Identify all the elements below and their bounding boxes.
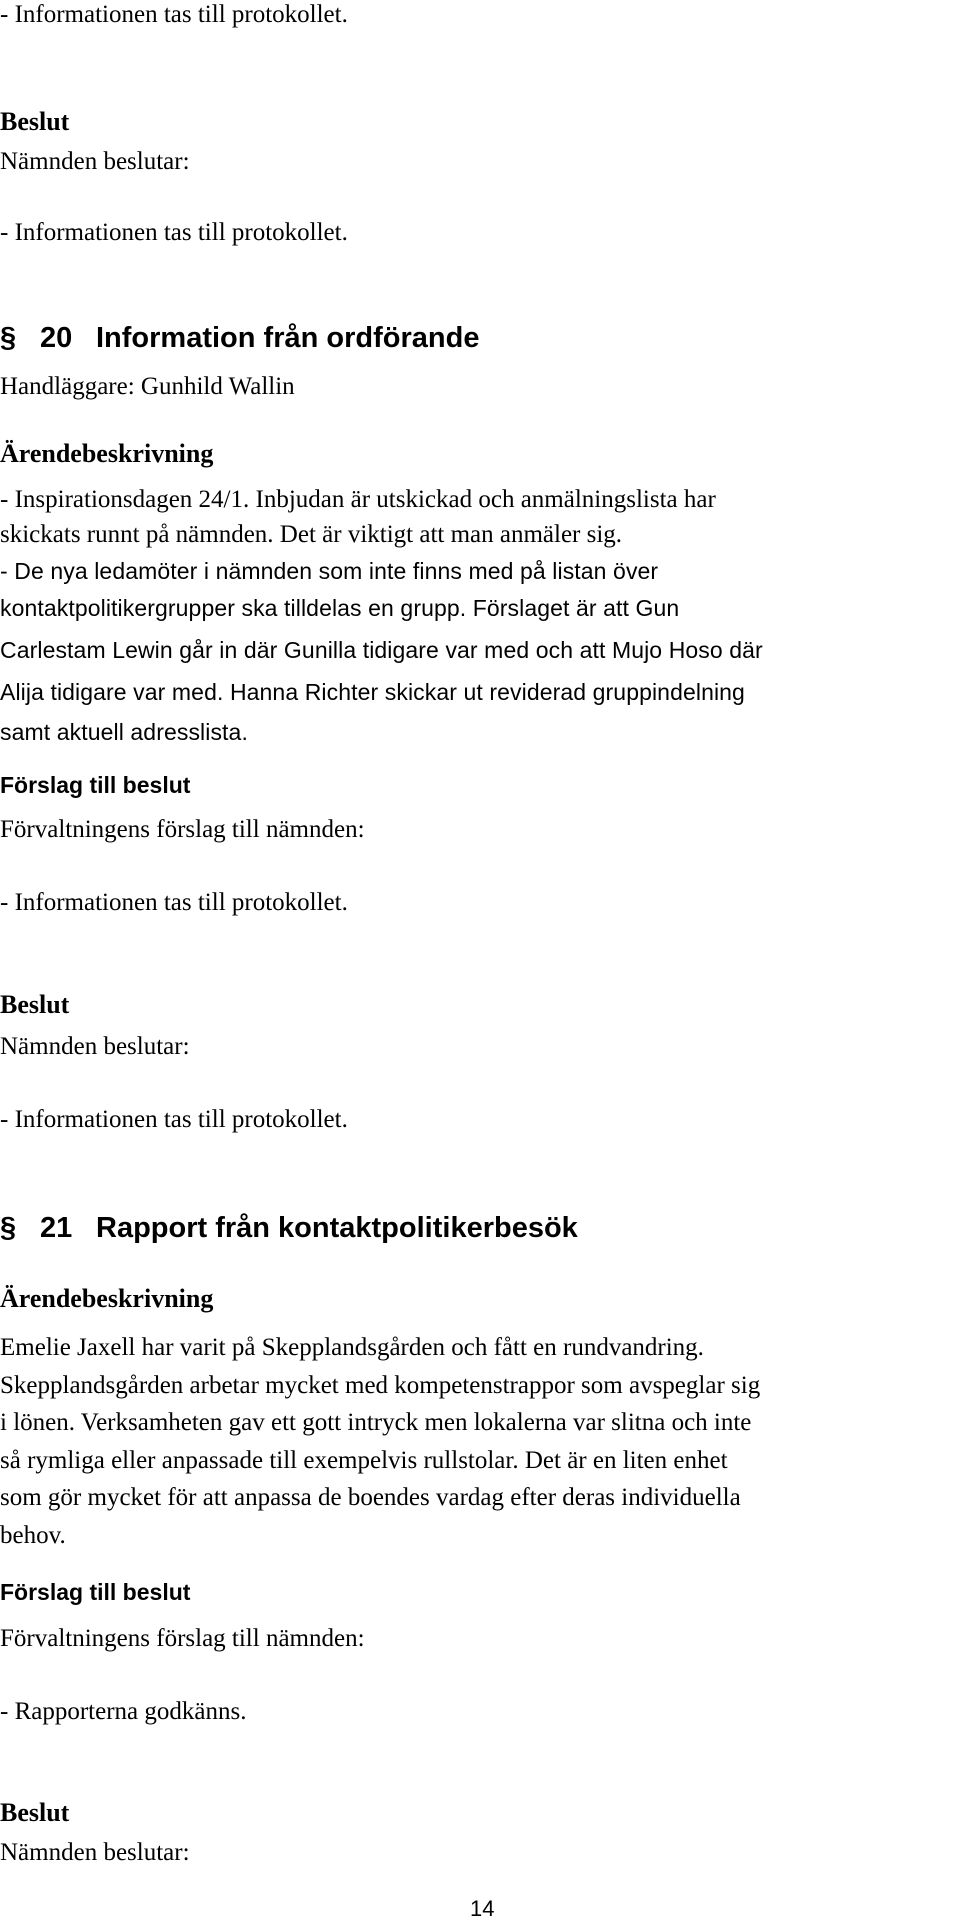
beslut-heading: Beslut	[0, 107, 70, 136]
decision-intro: Nämnden beslutar:	[0, 148, 190, 175]
section-number: 20	[40, 322, 73, 354]
body-line: så rymliga eller anpassade till exempelvis rullstolar. Det är en liten enhet	[0, 1447, 728, 1474]
decision-text: - Informationen tas till protokollet.	[0, 889, 348, 916]
section-title: Rapport från kontaktpolitikerbesök	[96, 1212, 578, 1244]
section-heading-21	[0, 1210, 578, 1246]
forslag-heading: Förslag till beslut	[0, 772, 191, 798]
decision-intro: Nämnden beslutar:	[0, 1839, 190, 1866]
body-line: i lönen. Verksamheten gav ett gott intryck men lokalerna var slitna och inte	[0, 1409, 752, 1436]
body-line: Skepplandsgården arbetar mycket med kompetenstrappor som avspeglar sig	[0, 1372, 761, 1399]
decision-text: - Informationen tas till protokollet.	[0, 219, 348, 246]
body-line: - De nya ledamöter i nämnden som inte finns med på listan över	[0, 558, 659, 584]
section-number: 21	[40, 1212, 73, 1244]
beslut-heading: Beslut	[0, 990, 70, 1019]
decision-intro: Nämnden beslutar:	[0, 1033, 190, 1060]
body-line: behov.	[0, 1522, 66, 1549]
page-number: 14	[470, 1896, 495, 1921]
forvaltning-line: Förvaltningens förslag till nämnden:	[0, 1625, 365, 1652]
section-sign: §	[0, 322, 17, 354]
forslag-heading: Förslag till beslut	[0, 1579, 191, 1605]
section-sign: §	[0, 1212, 17, 1244]
body-line: skickats runnt på nämnden. Det är viktigt att man anmäler sig.	[0, 521, 623, 548]
body-line: Carlestam Lewin går in där Gunilla tidigare var med och att Mujo Hoso där	[0, 637, 763, 663]
decision-text: - Informationen tas till protokollet.	[0, 1, 348, 28]
body-line: kontaktpolitikergrupper ska tilldelas en grupp. Förslaget är att Gun	[0, 595, 680, 621]
handlaggare-line: Handläggare: Gunhild Wallin	[0, 373, 295, 400]
arendebeskrivning-heading: Ärendebeskrivning	[0, 439, 214, 468]
section-heading-20	[0, 320, 479, 356]
body-line: - Inspirationsdagen 24/1. Inbjudan är utskickad och anmälningslista har	[0, 486, 716, 513]
body-line: Alija tidigare var med. Hanna Richter skickar ut reviderad gruppindelning	[0, 679, 745, 705]
section-title: Information från ordförande	[96, 322, 480, 354]
body-line: Emelie Jaxell har varit på Skepplandsgården och fått en rundvandring.	[0, 1334, 704, 1361]
body-line: samt aktuell adresslista.	[0, 719, 248, 745]
body-line: som gör mycket för att anpassa de boendes vardag efter deras individuella	[0, 1484, 741, 1511]
forvaltning-line: Förvaltningens förslag till nämnden:	[0, 816, 365, 843]
decision-text: - Informationen tas till protokollet.	[0, 1106, 348, 1133]
decision-text: - Rapporterna godkänns.	[0, 1698, 247, 1725]
arendebeskrivning-heading: Ärendebeskrivning	[0, 1284, 214, 1313]
beslut-heading: Beslut	[0, 1798, 70, 1827]
